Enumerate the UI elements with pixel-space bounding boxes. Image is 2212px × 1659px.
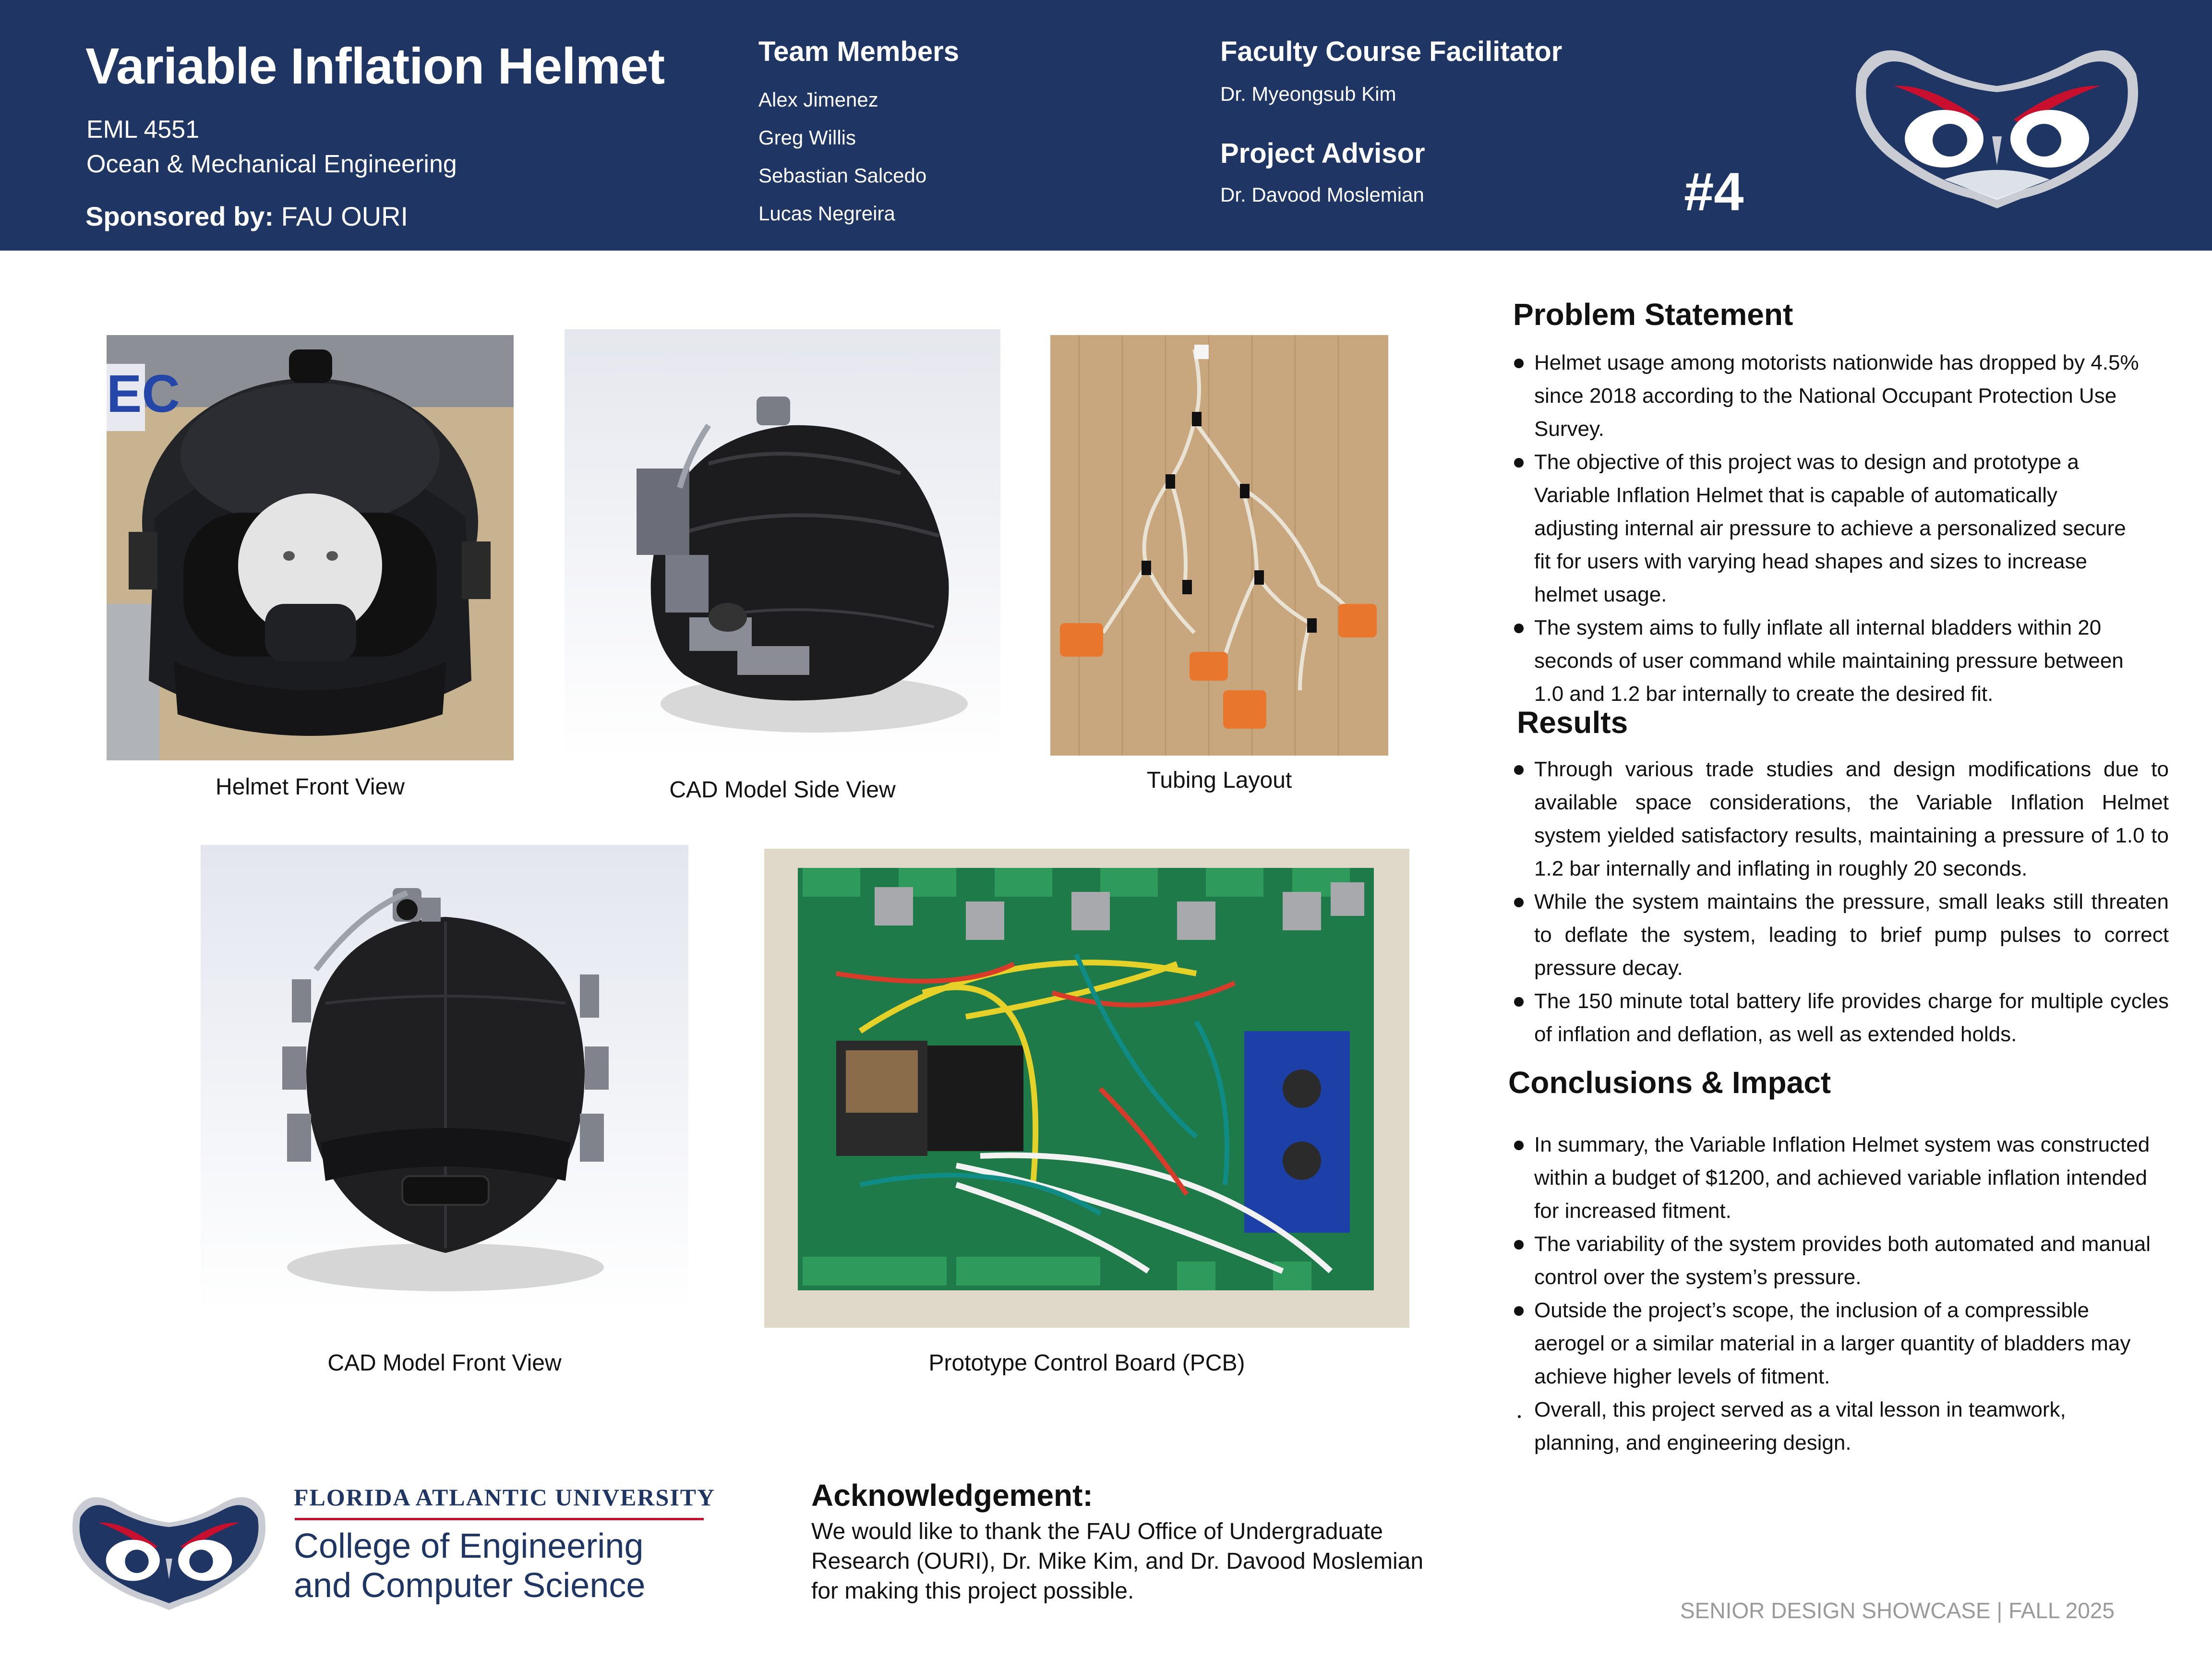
course-info (86, 112, 457, 181)
caption-tubing: Tubing Layout (1146, 768, 1292, 793)
results-bullet: Through various trade studies and design modifications due to available space considerations, the Variable Inflation Helmet system yielded satisfactory results, maintaining a pressure of 1.0 to 1.2 bar internally and inflating in roughly 20 seconds. (1511, 753, 2169, 885)
team-member: Greg Willis (758, 126, 856, 149)
cad-front-render (201, 845, 688, 1315)
problem-bullet: Helmet usage among motorists nationwide has dropped by 4.5% since 2018 according to the National Occupant Protection Use Survey. (1511, 346, 2145, 445)
sponsor-line (85, 201, 408, 232)
team-member: Sebastian Salcedo (758, 164, 927, 187)
results-bullet: The 150 minute total battery life provides charge for multiple cycles of inflation and deflation, as well as extended holds. (1511, 985, 2169, 1051)
conclusions-bullet: The variability of the system provides both automated and manual control over the system’s pressure. (1511, 1227, 2154, 1294)
team-list (758, 81, 926, 232)
sponsor-name: FAU OURI (281, 201, 409, 231)
caption-cad-front: CAD Model Front View (327, 1350, 562, 1376)
results-list (1511, 753, 2169, 1051)
caption-cad-side: CAD Model Side View (669, 777, 896, 803)
sponsor-label: Sponsored by: (85, 201, 274, 231)
results-bullet: While the system maintains the pressure, small leaks still threaten to deflate the system, leading to brief pump pulses to correct pressure decay. (1511, 885, 2169, 985)
pcb-photo (764, 849, 1409, 1328)
tubing-layout-photo (1050, 335, 1388, 756)
team-heading: Team Members (758, 36, 959, 67)
results-heading: Results (1517, 705, 1628, 740)
caption-pcb: Prototype Control Board (PCB) (928, 1350, 1245, 1376)
helmet-front-photo (107, 335, 514, 760)
conclusions-bullet: Outside the project’s scope, the inclusion of a compressible aerogel or a similar material in a larger quantity of bladders may achieve higher levels of fitment. (1511, 1294, 2154, 1393)
conclusions-bullet: In summary, the Variable Inflation Helmet system was constructed within a budget of $1200, and achieved variable inflation intended for increased fitment. (1511, 1128, 2154, 1227)
conclusions-list (1511, 1128, 2154, 1459)
team-member: Lucas Negreira (758, 202, 895, 225)
facilitator-heading: Faculty Course Facilitator (1220, 36, 1563, 67)
department: Ocean & Mechanical Engineering (86, 150, 457, 178)
showcase-label: SENIOR DESIGN SHOWCASE | FALL 2025 (1680, 1598, 2115, 1623)
facilitator-name: Dr. Myeongsub Kim (1220, 83, 1396, 105)
team-member: Alex Jimenez (758, 88, 878, 111)
problem-heading: Problem Statement (1513, 297, 1793, 332)
poster-title: Variable Inflation Helmet (85, 38, 665, 95)
header-banner (0, 0, 2212, 251)
fau-owl-footer-logo-icon (67, 1490, 271, 1610)
advisor-name: Dr. Davood Moslemian (1220, 183, 1424, 206)
university-divider (295, 1518, 704, 1520)
problem-list (1511, 346, 2145, 710)
fau-owl-logo-icon (1848, 40, 2146, 208)
course-code: EML 4551 (86, 116, 200, 144)
advisor-heading: Project Advisor (1220, 138, 1425, 169)
project-number: #4 (1684, 162, 1744, 222)
acknowledgement-heading: Acknowledgement: (811, 1478, 1093, 1513)
college-line-2: and Computer Science (294, 1566, 646, 1605)
acknowledgement-text: We would like to thank the FAU Office of Undergraduate Research (OURI), Dr. Mike Kim, and Dr. Davood Moslemian for making this project possible. (811, 1519, 1424, 1604)
college-line-1: College of Engineering (294, 1527, 644, 1565)
problem-bullet: The objective of this project was to design and prototype a Variable Inflation Helmet that is capable of automatically adjusting internal air pressure to achieve a personalized secure fit for users with varying head shapes and sizes to increase helmet usage. (1511, 445, 2145, 611)
university-name: FLORIDA ATLANTIC UNIVERSITY (294, 1484, 716, 1511)
problem-bullet: The system aims to fully inflate all internal bladders within 20 seconds of user command while maintaining pressure between 1.0 and 1.2 bar internally to create the desired fit. (1511, 611, 2145, 710)
college-name (294, 1527, 645, 1605)
cad-side-render (565, 329, 1000, 761)
conclusions-heading: Conclusions & Impact (1508, 1065, 1831, 1100)
svg-text:EC: EC (107, 364, 180, 423)
conclusions-bullet: Overall, this project served as a vital lesson in teamwork, planning, and engineering design. (1511, 1393, 2154, 1459)
caption-helmet-front: Helmet Front View (216, 774, 405, 800)
